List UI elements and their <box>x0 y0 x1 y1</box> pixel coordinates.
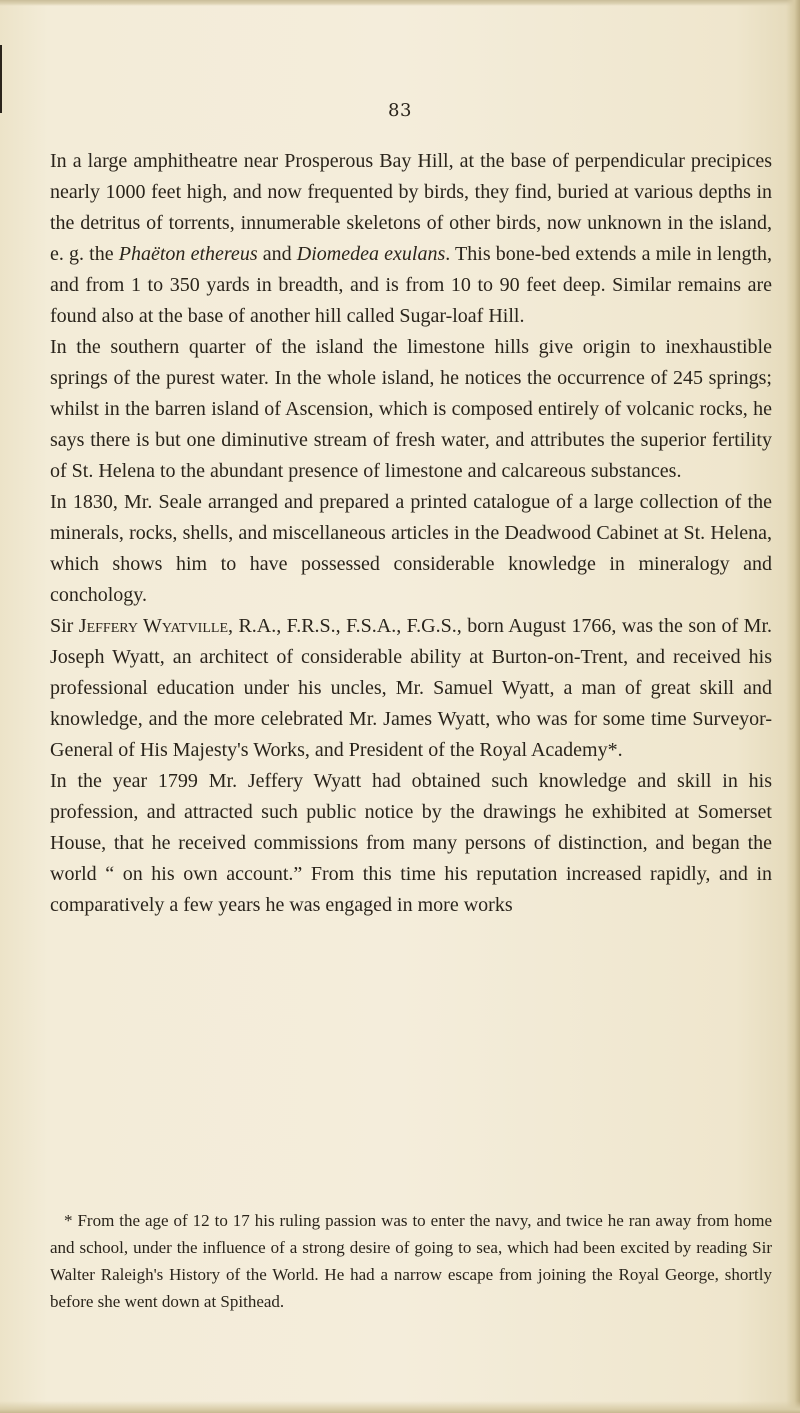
footnote <box>50 1207 772 1315</box>
person-name: Jeffery Wyatville <box>78 615 228 637</box>
species-name: Phaëton ethereus <box>118 243 258 265</box>
paragraph-bone-bed: In a large amphitheatre near Prosperous Bay Hill, at the base of perpendicular precipices nearly 1000 feet high, and now frequented by birds, they find, buried at various depths in the detritus of torrents, innumerable skeletons of other birds, now unknown in the island, e. g. the Phaëton ethereus and Diomedea exulans. This bone-bed extends a mile in length, and from 1 to 350 yards in breadth, and is from 10 to 90 feet deep. Similar remains are found also at the base of another hill called Sugar-loaf Hill. <box>50 150 772 327</box>
page-right-edge <box>786 0 800 1413</box>
footnote-text: * From the age of 12 to 17 his ruling passion was to enter the navy, and twice he ran away from home and school, under the influence of a strong desire of going to sea, which had been excited by reading Sir Walter Raleigh's History of the World. He had a narrow escape from joining the Royal George, shortly before she went down at Spithead. <box>50 1211 772 1311</box>
paragraph-springs: In the southern quarter of the island the limestone hills give origin to inexhaustible springs of the purest water. In the whole island, he notices the occurrence of 245 springs; whilst in the barren island of Ascension, which is composed entirely of volcanic rocks, he says there is but one diminutive stream of fresh water, and attributes the superior fertility of St. Helena to the abundant presence of limestone and calcareous substances. <box>50 336 772 482</box>
species-name: Diomedea exulans <box>296 243 446 265</box>
page-number: 83 <box>388 100 412 121</box>
paragraph-wyatville: Sir Jeffery Wyatville, R.A., F.R.S., F.S.A., F.G.S., born August 1766, was the son of Mr. Joseph Wyatt, an architect of considerable ability at Burton-on-Trent, and received his professional education under his uncles, Mr. Samuel Wyatt, a man of great skill and knowledge, and the more celebrated Mr. James Wyatt, who was for some time Surveyor-General of His Majesty's Works, and President of the Royal Academy*. <box>50 615 773 761</box>
page-top-edge <box>0 0 800 6</box>
page-bottom-edge <box>0 1401 800 1413</box>
paragraph-1799: In the year 1799 Mr. Jeffery Wyatt had obtained such knowledge and skill in his profession, and attracted such public notice by the drawings he exhibited at Somerset House, that he received commissions from many persons of distinction, and began the world “ on his own account.” From this time his reputation increased rapidly, and in comparatively a few years he was engaged in more works <box>50 770 772 916</box>
body-text <box>50 146 772 921</box>
paragraph-catalogue: In 1830, Mr. Seale arranged and prepared a printed catalogue of a large collection of the minerals, rocks, shells, and miscellaneous articles in the Deadwood Cabinet at St. Helena, which shows him to have possessed considerable knowledge in mineralogy and conchology. <box>50 491 772 606</box>
